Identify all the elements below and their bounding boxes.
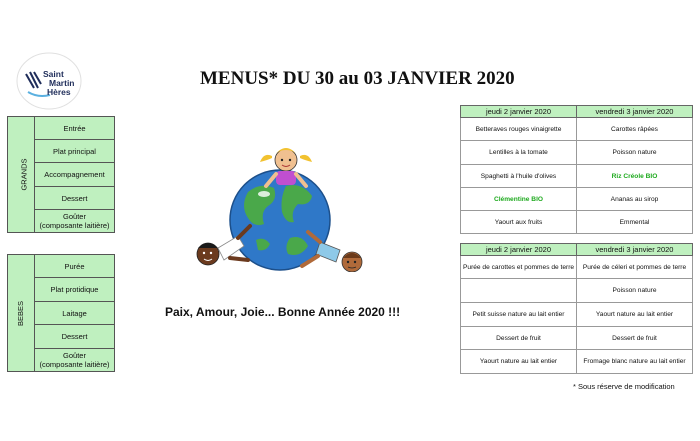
- bebes-row-puree: Purée: [35, 255, 115, 278]
- grands-row-entree: Entrée: [35, 117, 115, 140]
- grands-row-plat: Plat principal: [35, 140, 115, 163]
- menu-cell: Lentilles à la tomate: [461, 141, 577, 165]
- header-friday: vendredi 3 janvier 2020: [577, 106, 693, 118]
- new-year-greeting: Paix, Amour, Joie... Bonne Année 2020 !!!: [165, 305, 401, 319]
- logo-line-2: Martin: [49, 78, 75, 88]
- menu-cell: Yaourt aux fruits: [461, 211, 577, 234]
- grands-gouter-label: Goûter: [63, 212, 86, 221]
- grands-row-dessert: Dessert: [35, 187, 115, 210]
- saint-martin-heres-logo: [16, 52, 82, 110]
- menu-cell: Yaourt nature au lait entier: [577, 303, 693, 327]
- menu-cell-bio: Riz Créole BIO: [577, 165, 693, 188]
- bebes-gouter-note: (composante laitière): [39, 360, 110, 369]
- menu-cell: Purée de carottes et pommes de terre: [461, 256, 577, 279]
- menu-cell-bio: Clémentine BIO: [461, 188, 577, 211]
- header-thursday: jeudi 2 janvier 2020: [461, 106, 577, 118]
- grands-menu-table: [460, 105, 693, 234]
- grands-side-label: GRANDS: [8, 117, 35, 233]
- grands-row-gouter: [35, 210, 115, 233]
- grands-category-table: [7, 116, 115, 233]
- menu-cell: Dessert de fruit: [577, 327, 693, 350]
- bebes-row-plat: Plat protidique: [35, 278, 115, 302]
- grands-gouter-note: (composante laitière): [39, 221, 110, 230]
- header-thursday: jeudi 2 janvier 2020: [461, 244, 577, 256]
- menu-cell-empty: [461, 279, 577, 303]
- menu-cell: Yaourt nature au lait entier: [461, 350, 577, 374]
- footnote: * Sous réserve de modification: [573, 382, 675, 391]
- grands-row-accompagnement: Accompagnement: [35, 163, 115, 187]
- menu-cell: Carottes râpées: [577, 118, 693, 141]
- menu-cell: Purée de céleri et pommes de terre: [577, 256, 693, 279]
- bebes-gouter-label: Goûter: [63, 351, 86, 360]
- menu-cell: Petit suisse nature au lait entier: [461, 303, 577, 327]
- menu-cell: Spaghetti à l'huile d'olives: [461, 165, 577, 188]
- menu-cell: Emmental: [577, 211, 693, 234]
- logo-line-3: Hères: [47, 87, 71, 97]
- logo-line-1: Saint: [43, 69, 64, 79]
- bebes-menu-table: [460, 243, 693, 374]
- menu-cell: Fromage blanc nature au lait entier: [577, 350, 693, 374]
- menu-cell: Dessert de fruit: [461, 327, 577, 350]
- page-title: MENUS* DU 30 au 03 JANVIER 2020: [200, 68, 515, 89]
- bebes-side-label: BEBES: [8, 255, 35, 372]
- bebes-row-laitage: Laitage: [35, 302, 115, 325]
- bebes-row-gouter: [35, 349, 115, 372]
- globe-children-illustration: [190, 142, 372, 272]
- header-friday: vendredi 3 janvier 2020: [577, 244, 693, 256]
- bebes-category-table: [7, 254, 115, 372]
- menu-cell: Betteraves rouges vinaigrette: [461, 118, 577, 141]
- bebes-row-dessert: Dessert: [35, 325, 115, 349]
- menu-cell: Ananas au sirop: [577, 188, 693, 211]
- menu-cell: Poisson nature: [577, 141, 693, 165]
- menu-cell: Poisson nature: [577, 279, 693, 303]
